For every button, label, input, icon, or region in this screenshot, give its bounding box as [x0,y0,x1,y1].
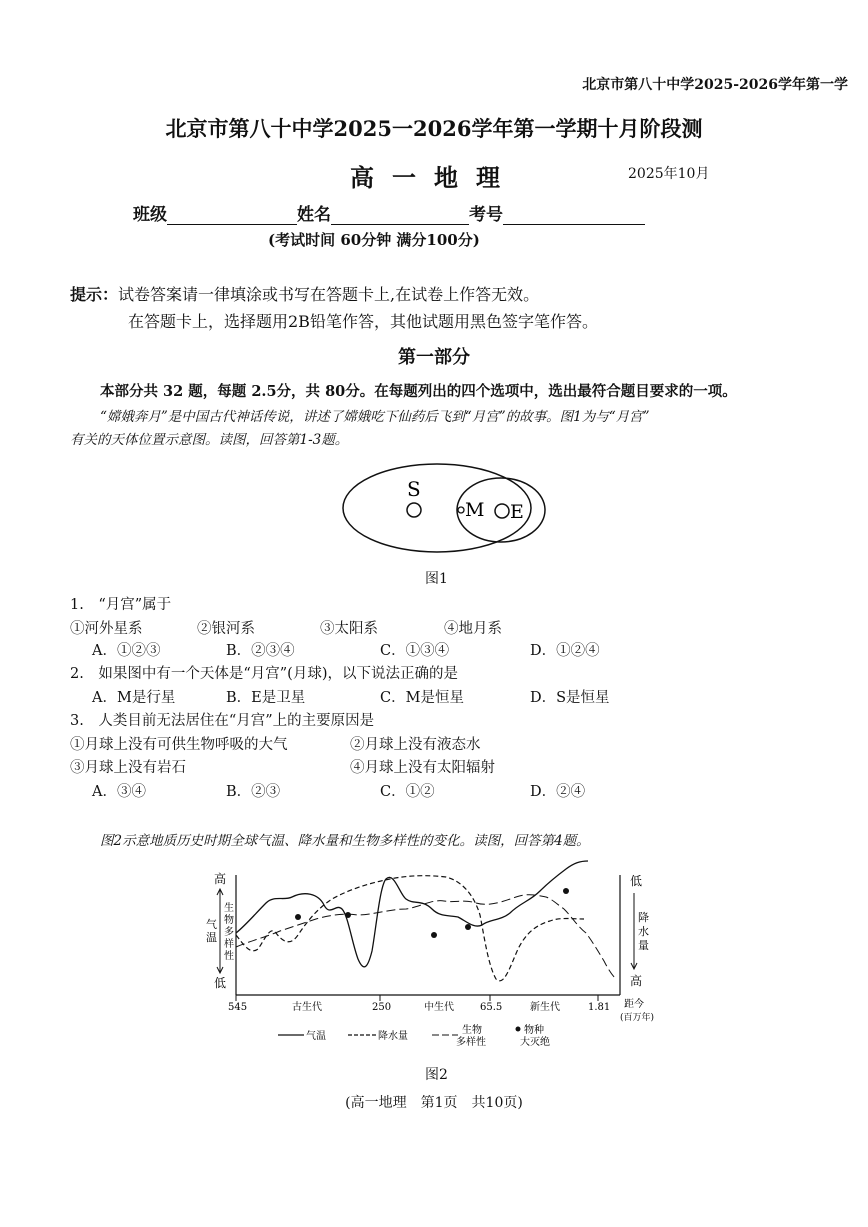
time-info: (考试时间 60分钟 满分100分) [268,231,480,249]
q2-option-a[interactable]: A．M是行星 [92,690,176,706]
q1-option-b[interactable]: B．②③④ [226,643,295,659]
q3-option-b[interactable]: B．②③ [226,784,281,800]
q3-option-a[interactable]: A．③④ [92,784,146,800]
biodiversity-series [236,895,616,979]
extinction-dot [465,924,471,930]
extinction-dot [345,912,351,918]
legend-extinction-1: 物种 [524,1025,544,1036]
figure-2-caption: 图2 [425,1067,448,1083]
section-title: 第一部分 [398,347,470,368]
temp-label-1: 气 [206,918,217,931]
q3-item: ②月球上没有液态水 [350,737,481,753]
page-footer: (高一地理 第1页 共10页) [345,1095,523,1111]
passage-1-line-2: 有关的天体位置示意图。读图，回答第1-3题。 [70,432,349,448]
tip-line-1: 提示：试卷答案请一律填涂或书写在答题卡上,在试卷上作答无效。 [70,285,540,304]
precip-label-3: 量 [638,939,649,952]
earth-body [495,504,509,518]
section-intro: 本部分共 32 题，每题 2.5分，共 80分。在每题列出的四个选项中，选出最符合题目要求的一项。 [100,383,737,400]
q2-option-b[interactable]: B．E是卫星 [226,690,306,706]
precip-label-2: 水 [638,925,649,938]
temperature-series [236,861,588,967]
q3-item: ③月球上没有岩石 [70,760,186,776]
q1-item: ①河外星系 [70,621,143,637]
legend-temp: 气温 [306,1031,326,1042]
exam-no-blank[interactable] [503,206,645,225]
figure-1-caption: 图1 [425,571,448,587]
running-header: 北京市第八十中学2025-2026学年第一学 [582,77,848,93]
q1-option-c[interactable]: C．①③④ [380,643,450,659]
figure-2-chart [200,855,670,1055]
tip-line-2: 在答题卡上，选择题用2B铅笔作答，其他试题用黑色签字笔作答。 [128,312,598,331]
label-e: E [510,501,524,523]
class-label: 班级 [133,205,167,225]
tick-mesozoic: 中生代 [424,1002,454,1013]
bio-label-3: 多 [224,927,234,938]
exam-date: 2025年10月 [628,166,710,182]
subject-title: 高一地理 [350,163,518,192]
legend-precip: 降水量 [378,1031,408,1042]
bio-label-4: 样 [224,939,234,950]
tick-250: 250 [372,1002,392,1013]
bio-label-1: 生 [224,903,234,914]
passage-1-line-1: “嫦娥奔月”是中国古代神话传说，讲述了嫦娥吃下仙药后飞到“月宫”的故事。图1为与“月宫” [100,409,650,425]
q1-option-d[interactable]: D．①②④ [530,643,600,659]
name-blank[interactable] [331,206,469,225]
axis-unit-1: 距今 [624,999,644,1010]
tick-1-81: 1.81 [588,1002,611,1013]
q3-item: ①月球上没有可供生物呼吸的大气 [70,737,288,753]
axis-unit-2: (百万年) [620,1013,655,1023]
name-label: 姓名 [297,205,331,225]
q3-option-d[interactable]: D．②④ [530,784,586,800]
bio-label-5: 性 [224,951,234,962]
extinction-dot [295,914,301,920]
q1-item: ②银河系 [197,621,255,637]
right-axis-high: 高 [630,974,643,988]
passage-2: 图2示意地质历史时期全球气温、降水量和生物多样性的变化。读图，回答第4题。 [100,833,590,849]
q1-item: ④地月系 [444,621,502,637]
tick-paleozoic: 古生代 [292,1002,322,1013]
left-axis-high: 高 [214,872,227,886]
label-s: S [407,477,421,501]
q3-option-c[interactable]: C．①② [380,784,435,800]
q1-stem: 1. “月宫”属于 [70,597,172,613]
legend-bio-1: 生物 [462,1025,482,1036]
q2-option-d[interactable]: D．S是恒星 [530,690,610,706]
student-info-fields [133,200,645,225]
tick-65-5: 65.5 [480,1002,503,1013]
bio-label-2: 物 [224,915,234,926]
sun-body [407,503,421,517]
moon-body [458,507,464,513]
q2-stem: 2. 如果图中有一个天体是“月宫”(月球)，以下说法正确的是 [70,666,458,682]
q3-item: ④月球上没有太阳辐射 [350,760,495,776]
extinction-dot [431,932,437,938]
q1-item: ③太阳系 [320,621,378,637]
label-m: M [465,499,485,521]
q3-stem: 3. 人类目前无法居住在“月宫”上的主要原因是 [70,713,375,729]
q2-option-c[interactable]: C．M是恒星 [380,690,464,706]
exam-title: 北京市第八十中学2025一2026学年第一学期十月阶段测 [165,116,703,141]
right-axis-low: 低 [630,874,643,888]
tick-cenozoic: 新生代 [530,1002,560,1013]
extinction-dot [563,888,569,894]
tick-545: 545 [228,1002,248,1013]
figure-1-orbit-diagram [335,458,555,568]
class-blank[interactable] [167,206,297,225]
legend-extinction-dot [516,1027,521,1032]
legend-extinction-2: 大灭绝 [520,1037,550,1048]
precip-label-1: 降 [638,911,649,924]
q1-option-a[interactable]: A．①②③ [92,643,161,659]
left-axis-low: 低 [214,976,227,990]
exam-no-label: 考号 [469,205,503,225]
tip-label: 提示： [70,285,119,304]
temp-label-2: 温 [206,931,217,944]
legend-bio-2: 多样性 [456,1037,486,1048]
